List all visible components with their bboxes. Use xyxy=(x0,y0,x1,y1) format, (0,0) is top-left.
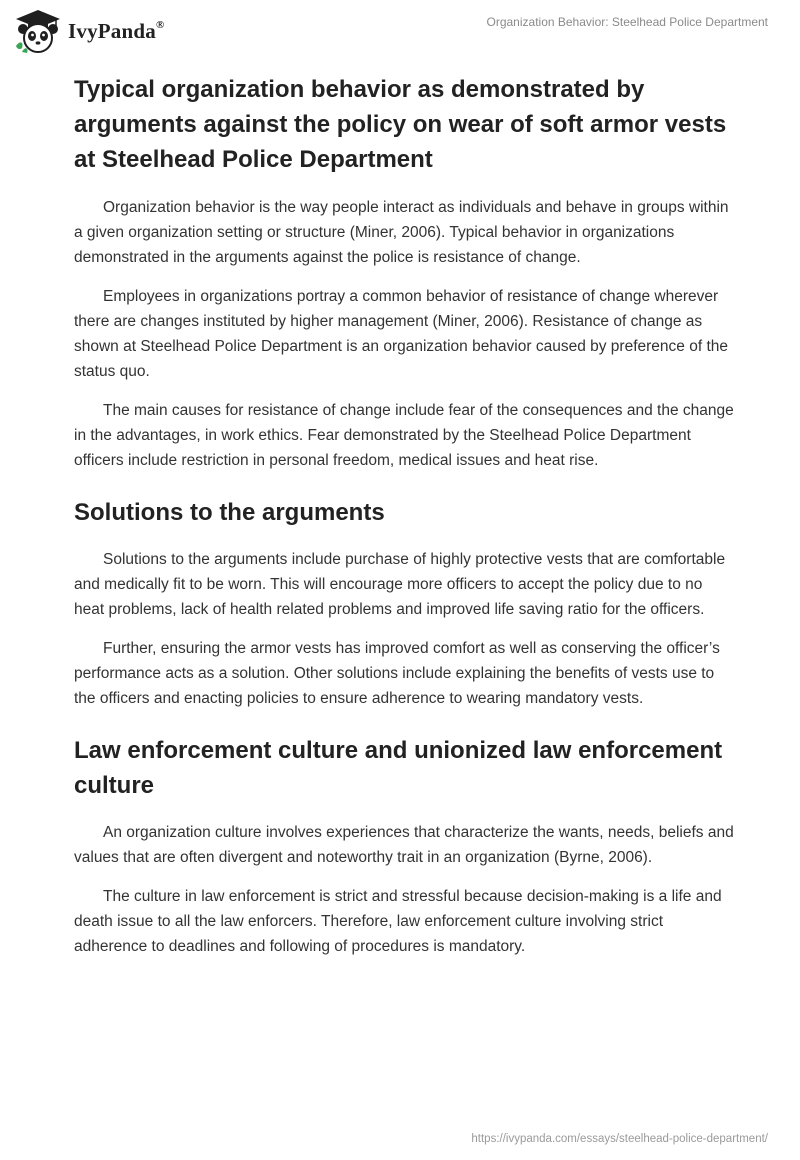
brand-logo[interactable] xyxy=(14,8,164,54)
paragraph: The main causes for resistance of change include fear of the consequences and the change in the advantages, in work ethics. Fear demonstrated by the Steelhead Police Department officers include restriction in personal freedom, medical issues and heat rise. xyxy=(74,402,734,469)
section-heading-solutions: Solutions to the arguments xyxy=(74,499,385,526)
source-url[interactable]: https://ivypanda.com/essays/steelhead-police-department/ xyxy=(471,1133,768,1145)
document-title: Organization Behavior: Steelhead Police Department xyxy=(486,15,768,29)
article-body xyxy=(74,72,734,973)
brand-name: IvyPanda® xyxy=(68,18,165,43)
article-title: Typical organization behavior as demonstrated by arguments against the policy on wear of soft armor vests at Steelhead Police Department xyxy=(74,76,727,173)
section-heading-culture: Law enforcement culture and unionized law enforcement culture xyxy=(74,737,723,799)
page-header xyxy=(0,0,800,62)
paragraph: An organization culture involves experiences that characterize the wants, needs, beliefs and values that are often divergent and noteworthy trait in an organization (Byrne, 2006). xyxy=(74,824,734,866)
paragraph: Further, ensuring the armor vests has improved comfort as well as conserving the officer’s performance acts as a solution. Other solutions include explaining the benefits of vests use to the officers and enacting policies to ensure adherence to wearing mandatory vests. xyxy=(74,640,720,707)
paragraph: Organization behavior is the way people interact as individuals and behave in groups within a given organization setting or structure (Miner, 2006). Typical behavior in organizations demonstrated in the arguments against the police is resistance of change. xyxy=(74,199,729,266)
paragraph: The culture in law enforcement is strict and stressful because decision-making is a life and death issue to all the law enforcers. Therefore, law enforcement culture involving strict adherence to deadlines and following of procedures is mandatory. xyxy=(74,888,722,955)
paragraph: Employees in organizations portray a common behavior of resistance of change wherever there are changes instituted by higher management (Miner, 2006). Resistance of change as shown at Steelhead Police Department is an organization behavior caused by preference of the status quo. xyxy=(74,288,728,380)
paragraph: Solutions to the arguments include purchase of highly protective vests that are comfortable and medically fit to be worn. This will encourage more officers to accept the policy due to no heat problems, lack of health related problems and improved life saving ratio for the officers. xyxy=(74,551,726,618)
panda-graduate-icon xyxy=(14,8,62,54)
